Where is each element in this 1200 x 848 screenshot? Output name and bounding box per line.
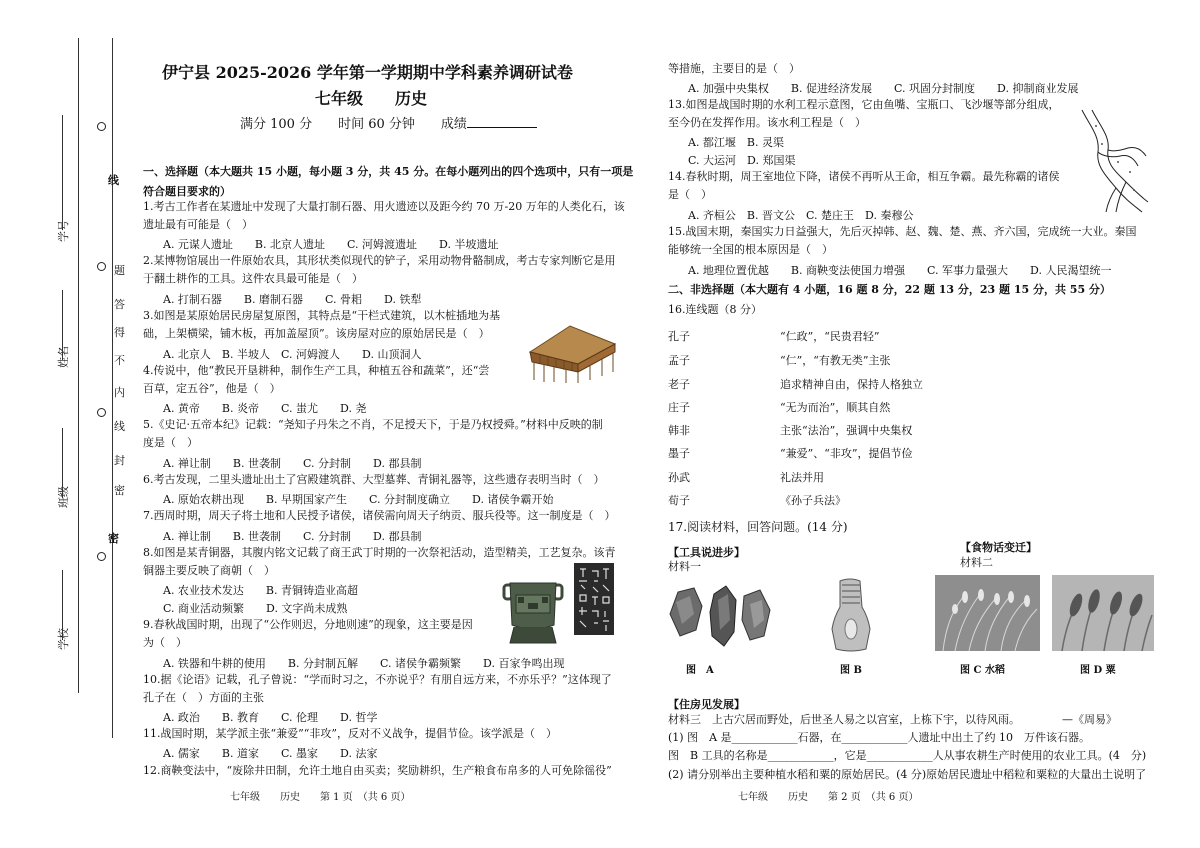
school-label: 学校 xyxy=(57,628,70,650)
score-info: 满分 100 分 时间 60 分钟 成绩 xyxy=(240,113,537,132)
match-left-item: 孔子 xyxy=(668,330,690,343)
question-10: 10.据《论语》记载，孔子曾说：“学而时习之，不亦说乎？有朋自远方来，不亦乐乎？”这体现了 xyxy=(143,673,612,686)
question-6-options: A. 原始农耕出现 B. 早期国家产生 C. 分封制度确立 D. 诸侯争霸开始 xyxy=(163,493,554,506)
figure-b-caption: 图 B xyxy=(840,665,862,676)
seal-char: 得 xyxy=(114,326,125,339)
seal-char: 线 xyxy=(114,420,125,433)
page-title: 伊宁县 2025-2026 学年第一学期期中学科素养调研试卷 xyxy=(162,63,573,82)
question-17: 17.阅读材料，回答问题。(14 分) xyxy=(668,520,848,534)
class-label: 班级 xyxy=(57,486,70,508)
tools-heading: 【工具说进步】 xyxy=(668,546,745,559)
question-4-options: A. 黄帝 B. 炎帝 C. 蚩尤 D. 尧 xyxy=(163,402,367,415)
stilt-house-image xyxy=(520,322,620,384)
material-2-label: 材料二 xyxy=(960,556,993,569)
match-left-item: 墨子 xyxy=(668,447,690,460)
question-8-cont: 铜器主要反映了商朝（ ） xyxy=(143,564,275,577)
match-left-item: 孙武 xyxy=(668,471,690,484)
name-write-line xyxy=(62,290,63,360)
figure-a-caption: 图 A xyxy=(686,665,714,676)
seal-char: 封 xyxy=(114,454,125,467)
question-2-cont: 于翻土耕作的工具。这件农具最可能是（ ） xyxy=(143,272,363,285)
match-left-item: 荀子 xyxy=(668,494,690,507)
section2-title: 二、非选择题（本大题有 4 小题，16 题 8 分，22 题 13 分，23 题 15 分，共 55 分） xyxy=(668,283,1111,296)
question-3-cont: 础，上架横梁，铺木板，再加盖屋顶”。该房屋对应的原始居民是（ ） xyxy=(143,327,490,340)
food-heading: 【食物话变迁】 xyxy=(960,541,1037,554)
question-1-cont: 遗址最有可能是（ ） xyxy=(143,218,253,231)
question-14-options: A. 齐桓公 B. 晋文公 C. 楚庄王 D. 秦穆公 xyxy=(688,209,914,222)
match-right-item: “兼爱”、“非攻”，提倡节俭 xyxy=(780,447,913,460)
question-5-cont: 度是（ ） xyxy=(143,436,198,449)
match-left-item: 韩非 xyxy=(668,424,690,437)
match-right-item: “仁政”，“民贵君轻” xyxy=(780,330,880,343)
answer-1-cont: 图 B 工具的名称是____________，它是____________人从事农耕生产时使用的农业工具。(4 分) xyxy=(668,749,1147,762)
figure-b-bone-spade xyxy=(826,577,876,655)
number-label: 学号 xyxy=(57,220,70,242)
seal-char: 密 xyxy=(114,484,125,497)
question-2: 2.某博物馆展出一件原始农具，其形状类似现代的铲子，采用动物骨骼制成，考古专家判断它是用 xyxy=(143,254,616,267)
match-right-item: “仁”，“有教无类”主张 xyxy=(780,354,891,367)
match-left-item: 老子 xyxy=(668,378,690,391)
question-16: 16.连线题（8 分） xyxy=(668,303,762,316)
question-12-options: A. 加强中央集权 B. 促进经济发展 C. 巩固分封制度 D. 抑制商业发展 xyxy=(688,82,1079,95)
seal-line-char: 线 xyxy=(108,174,119,187)
question-8-options-2: C. 商业活动频繁 D. 文字尚未成熟 xyxy=(163,602,348,615)
match-left-item: 孟子 xyxy=(668,354,690,367)
question-13-options-2: C. 大运河 D. 郑国渠 xyxy=(688,154,796,167)
question-10-options: A. 政治 B. 教育 C. 伦理 D. 哲学 xyxy=(163,711,378,724)
class-write-line xyxy=(62,428,63,498)
question-4-cont: 百草，定五谷”，他是（ ） xyxy=(143,382,281,395)
match-right-item: 《孙子兵法》 xyxy=(780,494,846,507)
question-12: 12.商鞅变法中，“废除井田制，允许土地自由买卖；奖励耕织，生产粮食布帛多的人可免除徭役” xyxy=(143,764,612,777)
answer-2: (2) 请分别举出主要种植水稻和粟的原始居民。(4 分)原始居民遗址中稻粒和粟粒的大量出土说明了 xyxy=(668,768,1147,781)
question-7-options: A. 禅让制 B. 世袭制 C. 分封制 D. 郡县制 xyxy=(163,530,422,543)
question-15: 15.战国末期，秦国实力日益强大，先后灭掉韩、赵、魏、楚、燕、齐六国，完成统一大业。秦国 xyxy=(668,225,1137,238)
question-2-options: A. 打制石器 B. 磨制石器 C. 骨耜 D. 铁犁 xyxy=(163,293,422,306)
page-footer-right: 七年级 历史 第 2 页 （共 6 页） xyxy=(738,792,919,803)
water-project-diagram xyxy=(1072,106,1152,216)
question-6: 6.考古发现，二里头遗址出土了宫殿建筑群、大型墓葬、青铜礼器等，这些遗存表明当时（ ） xyxy=(143,473,605,486)
inscription-rubbing-image xyxy=(574,563,614,635)
question-11-options: A. 儒家 B. 道家 C. 墨家 D. 法家 xyxy=(163,747,378,760)
figure-d-caption: 图 D 粟 xyxy=(1080,665,1116,676)
question-12-cont: 等措施，主要目的是（ ） xyxy=(668,62,800,75)
question-15-options: A. 地理位置优越 B. 商鞅变法使国力增强 C. 军事力量强大 D. 人民渴望统一 xyxy=(688,264,1112,277)
question-14-cont: 是（ ） xyxy=(668,188,712,201)
seal-mi-char: 密 xyxy=(108,532,119,545)
question-4: 4.传说中，他“教民开垦耕种，制作生产工具，种植五谷和蔬菜”，还“尝 xyxy=(143,364,490,377)
question-7: 7.西周时期，周天子将土地和人民授予诸侯，诸侯需向周天子纳贡、服兵役等。这一制度是（ ） xyxy=(143,509,616,522)
name-label: 姓名 xyxy=(57,346,70,368)
question-9-cont: 为（ ） xyxy=(143,636,187,649)
page-footer-left: 七年级 历史 第 1 页 （共 6 页） xyxy=(230,792,411,803)
material-3-source: —《周易》 xyxy=(1062,713,1117,726)
seal-char: 答 xyxy=(114,298,125,311)
question-10-cont: 孔子在（ ）方面的主张 xyxy=(143,691,264,704)
seal-char: 题 xyxy=(114,264,125,277)
figure-c-caption: 图 C 水稻 xyxy=(960,665,1005,676)
bronze-vessel-image xyxy=(500,575,566,647)
question-3: 3.如图是某原始居民房屋复原图，其特点是“干栏式建筑，以木桩插地为基 xyxy=(143,309,501,322)
question-14: 14.春秋时期，周王室地位下降，诸侯不再听从王命，相互争霸。最先称霸的诸侯 xyxy=(668,170,1060,183)
binding-hole xyxy=(97,122,106,131)
question-8-options-1: A. 农业技术发达 B. 青铜铸造业高超 xyxy=(163,584,359,597)
question-5-options: A. 禅让制 B. 世袭制 C. 分封制 D. 郡县制 xyxy=(163,457,422,470)
question-1: 1.考古工作者在某遗址中发现了大量打制石器、用火遗迹以及距今约 70 万-20 万年的人类化石，该 xyxy=(143,200,625,213)
question-3-options: A. 北京人 B. 半坡人 C. 河姆渡人 D. 山顶洞人 xyxy=(163,348,422,361)
margin-line-inner xyxy=(112,38,113,738)
section1-title-cont: 符合题目要求的） xyxy=(143,185,231,198)
page-subtitle: 七年级 历史 xyxy=(315,89,428,108)
binding-hole xyxy=(97,262,106,271)
figure-d-millet xyxy=(1052,575,1154,651)
question-15-cont: 能够统一全国的根本原因是（ ） xyxy=(668,243,833,256)
match-left-item: 庄子 xyxy=(668,401,690,414)
question-11: 11.战国时期，某学派主张“兼爱”“非攻”，反对不义战争，提倡节俭。该学派是（ ） xyxy=(143,727,557,740)
binding-hole xyxy=(97,552,106,561)
house-heading: 【住房见发展】 xyxy=(668,698,745,711)
binding-hole xyxy=(97,408,106,417)
answer-1: (1) 图 A 是____________石器，在____________人遗址中出土了约 10 万件该石器。 xyxy=(668,731,1091,744)
school-write-line xyxy=(62,570,63,640)
seal-char: 内 xyxy=(114,386,125,399)
material-3-text: 材料三 上古穴居而野处，后世圣人易之以宫室，上栋下宇，以待风雨。 xyxy=(668,713,1020,726)
question-9-options: A. 铁器和牛耕的使用 B. 分封制瓦解 C. 诸侯争霸频繁 D. 百家争鸣出现 xyxy=(163,657,565,670)
match-right-item: “无为而治”，顺其自然 xyxy=(780,401,891,414)
question-13: 13.如图是战国时期的水利工程示意图，它由鱼嘴、宝瓶口、飞沙堰等部分组成， xyxy=(668,98,1060,111)
material-1-label: 材料一 xyxy=(668,560,701,573)
question-5: 5.《史记·五帝本纪》记载：“尧知子丹朱之不肖，不足授天下，于是乃权授舜。”材料中反映的制 xyxy=(143,418,603,431)
question-13-options-1: A. 都江堰 B. 灵渠 xyxy=(688,136,785,149)
seal-char: 不 xyxy=(114,354,125,367)
figure-a-stone-tools xyxy=(664,580,774,652)
margin-line-outer xyxy=(78,38,79,693)
question-9: 9.春秋战国时期，出现了“公作则迟，分地则速”的现象，这主要是因 xyxy=(143,618,473,631)
question-13-cont: 至今仍在发挥作用。该水利工程是（ ） xyxy=(668,116,866,129)
section1-title: 一、选择题（本大题共 15 小题，每小题 3 分，共 45 分。在每小题列出的四个选项中，只有一项是 xyxy=(143,165,634,178)
figure-c-rice xyxy=(935,575,1040,651)
match-right-item: 主张“法治”，强调中央集权 xyxy=(780,424,913,437)
number-write-line xyxy=(62,115,63,230)
match-right-item: 礼法并用 xyxy=(780,471,824,484)
question-1-options: A. 元谋人遗址 B. 北京人遗址 C. 河姆渡遗址 D. 半坡遗址 xyxy=(163,238,499,251)
question-8: 8.如图是某青铜器，其腹内铭文记载了商王武丁时期的一次祭祀活动，造型精美，工艺复杂。该青 xyxy=(143,546,616,559)
match-right-item: 追求精神自由，保持人格独立 xyxy=(780,378,923,391)
